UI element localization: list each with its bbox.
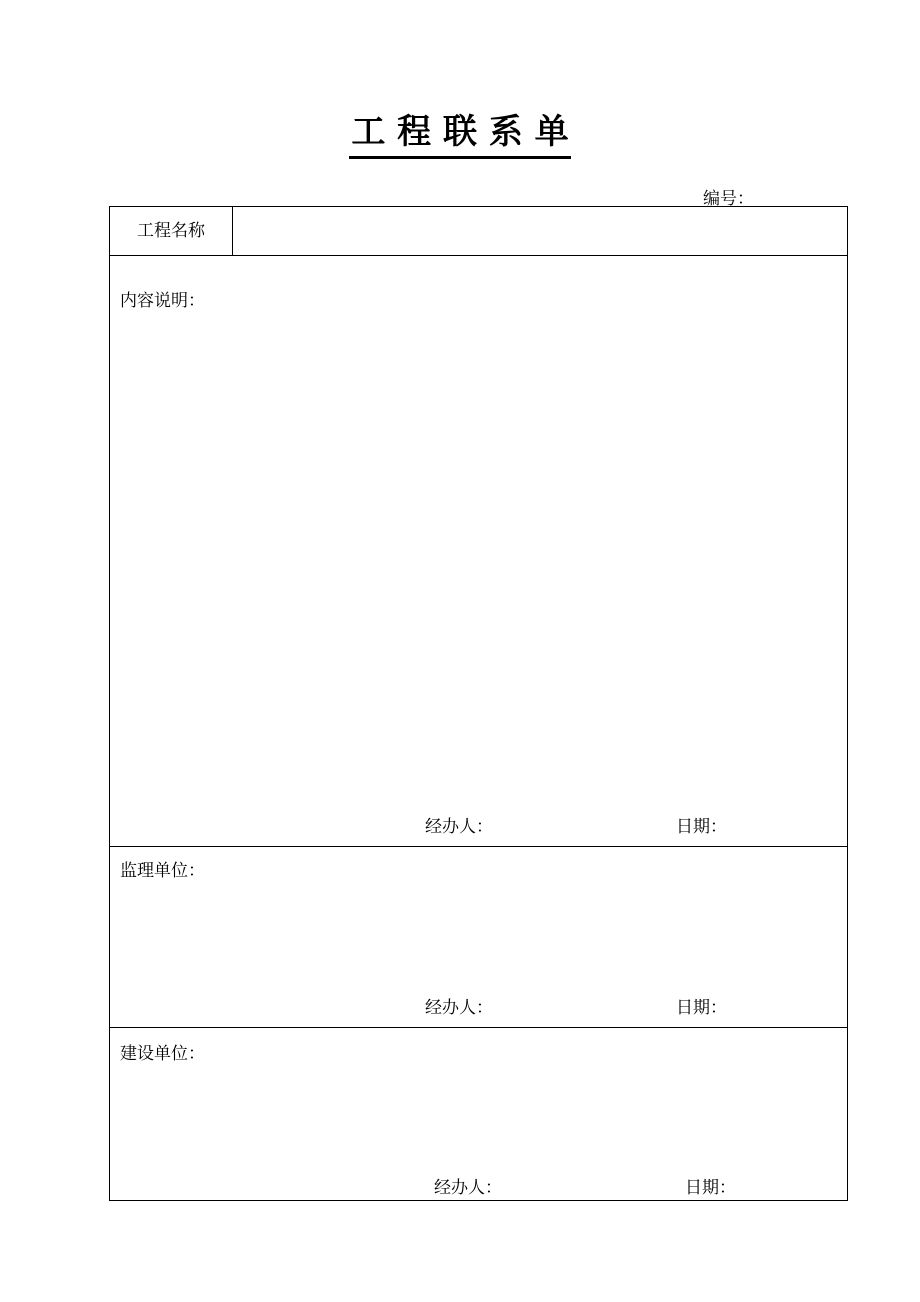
owner-date-label: 日期：: [685, 1178, 736, 1198]
owner-handler-label: 经办人：: [434, 1178, 502, 1198]
content-description-section: [110, 256, 847, 847]
contact-form-table: [109, 206, 848, 1201]
project-name-row: [110, 207, 847, 256]
document-title-text: 工 程 联 系 单: [349, 110, 570, 159]
serial-number-label: 编号：: [703, 189, 754, 209]
content-date-label: 日期：: [676, 817, 727, 837]
supervision-unit-label: 监理单位：: [120, 861, 205, 881]
owner-unit-section: [110, 1029, 847, 1200]
supervision-handler-label: 经办人：: [425, 998, 493, 1018]
project-name-field[interactable]: [233, 207, 847, 255]
project-name-label: 工程名称: [110, 207, 233, 255]
supervision-date-label: 日期：: [676, 998, 727, 1018]
supervision-unit-section: [110, 848, 847, 1028]
document-title: [0, 110, 920, 159]
owner-unit-label: 建设单位：: [120, 1044, 205, 1064]
content-handler-label: 经办人：: [425, 817, 493, 837]
content-description-label: 内容说明：: [120, 291, 205, 311]
